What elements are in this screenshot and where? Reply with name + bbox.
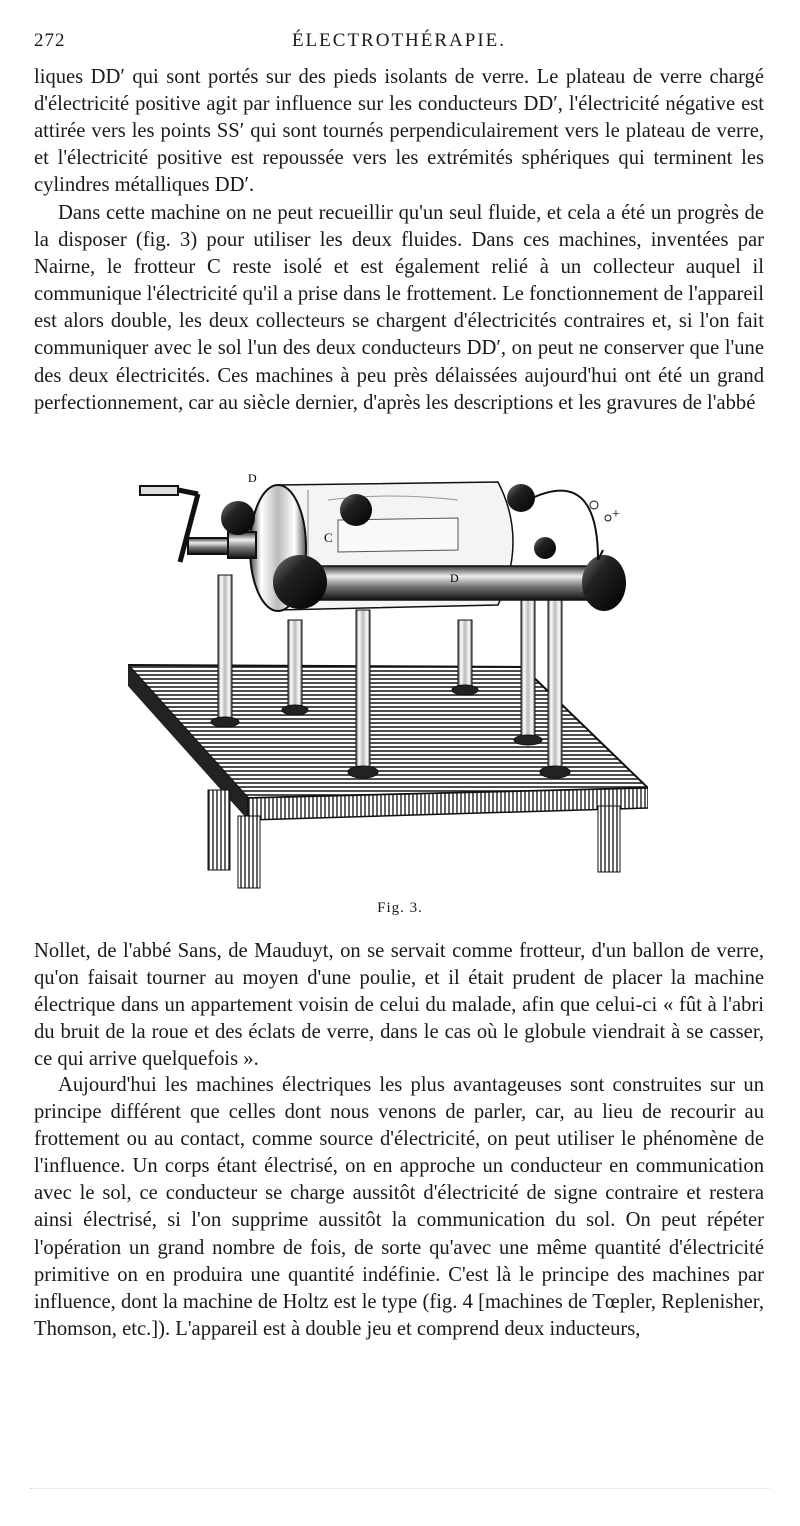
brass-ball [340,494,372,526]
electrical-machine-figure [128,470,648,890]
figure-caption: Fig. 3. [377,900,423,916]
figure-label-c: C [324,530,333,545]
figure-label-d-top: D [248,471,257,485]
page-header [34,30,764,60]
table-leg [238,816,260,888]
table-leg [208,790,230,870]
table-leg [598,806,620,872]
figure-label-d: D [450,571,459,585]
scan-artifact-line [30,1488,770,1495]
figure-label-plus: + [612,507,620,522]
paragraph: Nollet, de l'abbé Sans, de Mauduyt, on se servait comme frotteur, d'un ballon de verre, qu'on faisait tourner au moyen d'une poulie, et il était prudent de placer la machine électrique dans un appartement voisin de celui du malade, afin que celui-ci « fût à l'abri du bruit de la roue et des éclats de verre, dans le cas où le globule viendrait à se casser, ce qui arrive quelquefois ». [34,940,764,1071]
table-top [128,665,648,798]
brass-ball [534,537,556,559]
paragraph: Dans cette machine on ne peut recueillir qu'un seul fluide, et cela a été un progrès de la disposer (fig. 3) pour utiliser les deux fluides. Dans ces machines, inventées par Nairne, le frotteur C reste isolé et est également relié à un collecteur auquel il communique l'électricité qu'il a prise dans le frottement. Le fonctionnement de l'appareil est alors double, les deux collecteurs se chargent d'électricités contraires et, si l'on fait communiquer avec le sol l'un des deux conducteurs DD′, on peut ne conserver que l'une des deux électricités. Ces machines à peu près délaissées aujourd'hui ont été un grand perfectionnement, car au siècle dernier, d'après les descriptions et les gravures de l'abbé [34,202,764,414]
discharge-knob [590,501,598,509]
paragraph: Aujourd'hui les machines électriques les plus avantageuses sont construites sur un principe différent que celles dont nous venons de parler, car, au lieu de recourir au frottement ou au contact, comme source d'électricité, on peut utiliser le phénomène de l'influence. Un corps étant électrisé, on en approche un conducteur en communication avec le sol, ce conducteur se charge aussitôt d'électricité de signe contraire et restera ainsi électrisé, si l'on supprime aussitôt la communication du sol. On peut répéter l'opération un grand nombre de fois, de sorte qu'avec une même quantité d'électricité primitive on en produira une quantité indéfinie. C'est là le principe des machines par influence, dont la machine de Holtz est le type (fig. 4 [machines de Tœpler, Replenisher, Thomson, etc.]). L'appareil est à double jeu et comprend deux inducteurs, [34,1074,764,1340]
running-title: ÉLECTROTHÉRAPIE. [291,30,507,51]
brass-ball [221,501,255,535]
discharge-knob [605,515,611,521]
paragraph: liques DD′ qui sont portés sur des pieds isolants de verre. Le plateau de verre chargé d'électricité positive agit par influence sur les conducteurs DD′, l'électricité négative est attirée vers les points SS′ qui sont tournés perpendiculairement vers le plateau de verre, et l'électricité positive est repoussée vers les extrémités sphériques qui terminent les cylindres métalliques DD′. [34,66,764,197]
page-number: 272 [34,30,66,51]
